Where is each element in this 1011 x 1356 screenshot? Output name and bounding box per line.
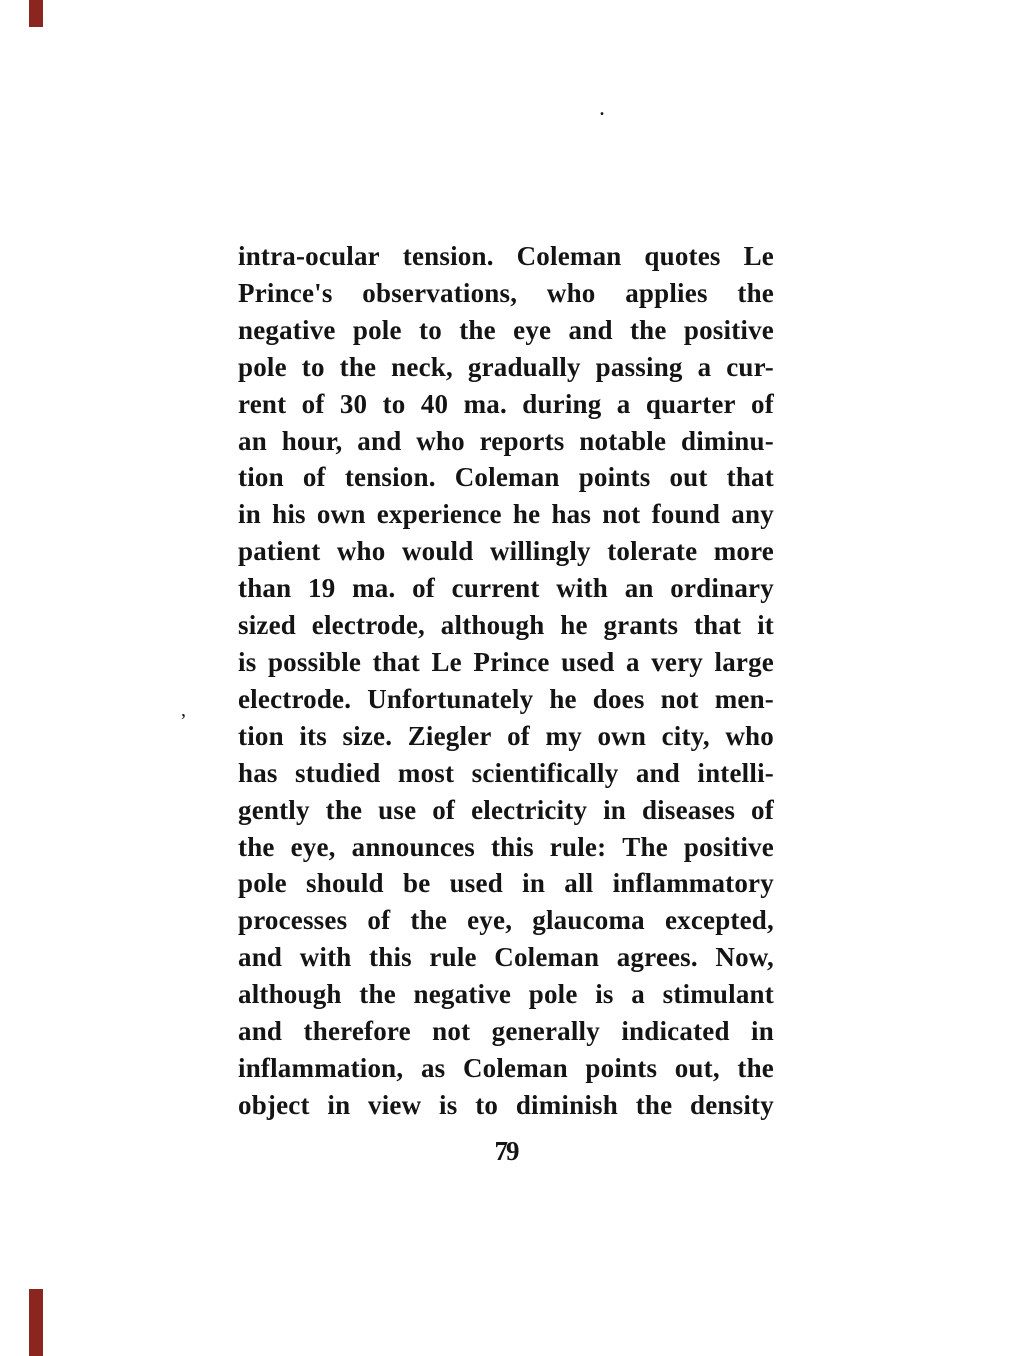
text-line: although the negative pole is a stimulant: [238, 979, 774, 1010]
stray-dot-mark: .: [599, 95, 605, 121]
stray-comma-mark: ,: [181, 699, 186, 721]
text-line: intra-ocular tension. Coleman quotes Le: [238, 241, 774, 271]
text-line: the eye, announces this rule: The positive: [238, 831, 774, 862]
red-edge-mark-bottom: [29, 1289, 43, 1356]
text-line: in his own experience he has not found any: [238, 499, 774, 530]
text-line: and therefore not generally indicated in: [238, 1016, 774, 1047]
text-line: tion its size. Ziegler of my own city, who: [238, 720, 774, 751]
text-line: negative pole to the eye and the positive: [238, 314, 774, 345]
text-line: pole to the neck, gradually passing a cur-: [238, 351, 774, 382]
text-line: gently the use of electricity in diseases of: [238, 794, 774, 825]
text-line: rent of 30 to 40 ma. during a quarter of: [238, 388, 774, 419]
text-line: inflammation, as Coleman points out, the: [238, 1052, 774, 1083]
red-edge-mark-top: [29, 0, 43, 27]
text-line: tion of tension. Coleman points out that: [238, 462, 774, 493]
text-line: and with this rule Coleman agrees. Now,: [238, 942, 774, 973]
text-block: [238, 238, 774, 1124]
text-line: object in view is to diminish the density: [238, 1089, 774, 1120]
text-line: has studied most scientifically and intelli-: [238, 757, 774, 788]
text-line: sized electrode, although he grants that it: [238, 610, 774, 641]
text-line: Prince's observations, who applies the: [238, 277, 774, 308]
text-line: pole should be used in all inflammatory: [238, 868, 774, 899]
text-line: patient who would willingly tolerate more: [238, 536, 774, 567]
page-number: 79: [494, 1136, 518, 1166]
text-line: processes of the eye, glaucoma excepted,: [238, 905, 774, 936]
text-line: an hour, and who reports notable diminu-: [238, 425, 774, 456]
text-line: than 19 ma. of current with an ordinary: [238, 573, 774, 604]
text-line: electrode. Unfortunately he does not men-: [238, 683, 774, 714]
text-line: is possible that Le Prince used a very large: [238, 646, 774, 677]
